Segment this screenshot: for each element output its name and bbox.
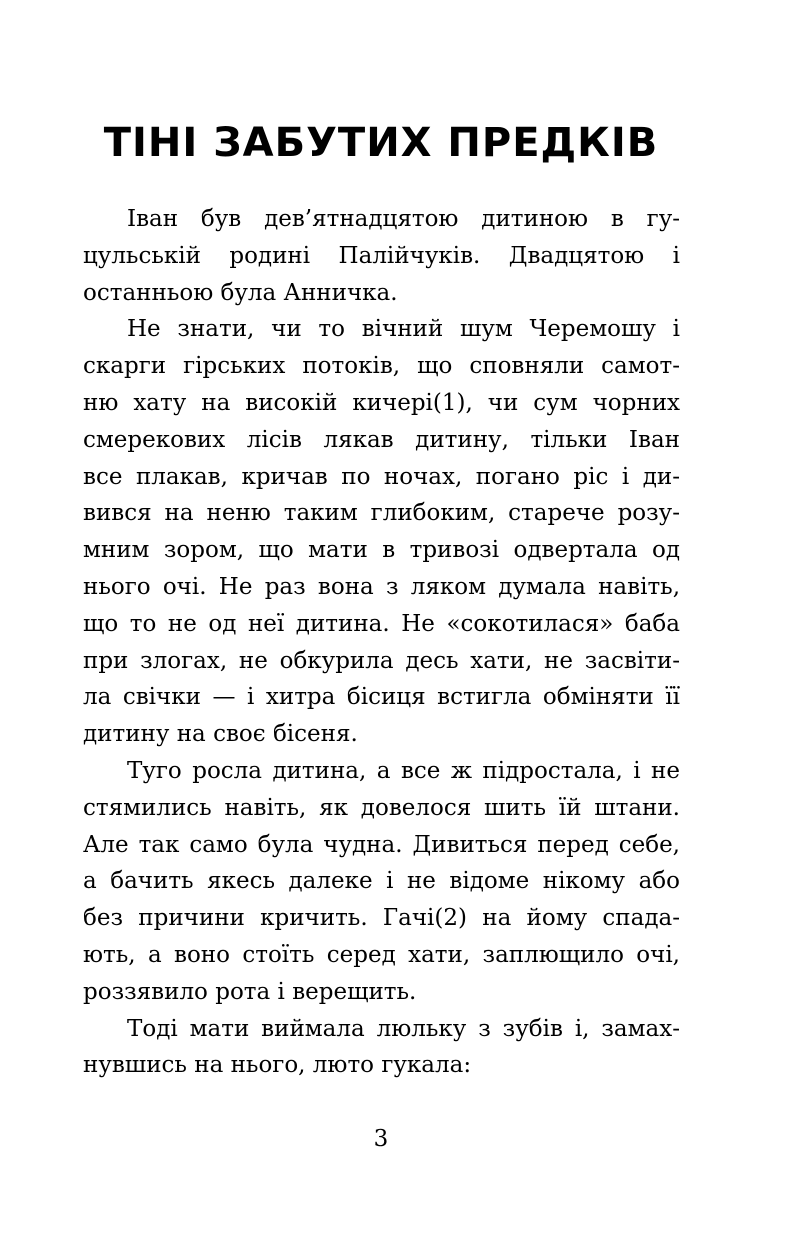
text-line: нувшись на нього, люто гукала: [83, 1052, 472, 1079]
text-line: дитину на своє бісеня. [83, 721, 358, 748]
text-line: Туго росла дитина, а все ж підростала, і не [127, 757, 680, 784]
text-line: стямились навіть, як довелося шить їй штани. [83, 794, 680, 821]
text-line: останньою була Анничка. [83, 279, 398, 306]
text-line: вився на неню таким глибоким, старече розу- [83, 500, 680, 527]
text-line: нього очі. Не раз вона з ляком думала навіть, [83, 573, 680, 600]
text-line: без причини кричить. Гачі(2) на йому спада- [83, 905, 680, 932]
text-line: ла свічки — і хитра бісиця встигла обміняти її [83, 684, 680, 711]
text-line: що то не од неї дитина. Не «сокотилася» баба [83, 610, 680, 637]
text-line: ню хату на високій кичері(1), чи сум чорних [83, 389, 680, 416]
text-line: Не знати, чи то вічний шум Черемошу і [127, 316, 680, 343]
paragraph-1 [83, 201, 680, 311]
text-line: Але так само була чудна. Дивиться перед себе, [83, 831, 680, 858]
text-line: роззявило рота і верещить. [83, 978, 417, 1005]
chapter-title: ТІНІ ЗАБУТИХ ПРЕДКІВ [103, 120, 659, 166]
paragraph-2 [83, 311, 680, 753]
text-line: смерекових лісів лякав дитину, тільки Іван [83, 426, 680, 453]
paragraph-4 [83, 1011, 680, 1085]
body-text [83, 201, 680, 1084]
paragraph-3 [83, 753, 680, 1011]
text-line: ють, а воно стоїть серед хати, заплющило очі, [83, 941, 680, 968]
text-line: цульській родині Палійчуків. Двадцятою і [83, 242, 680, 269]
text-line: все плакав, кричав по ночах, погано ріс і ди- [83, 463, 680, 490]
text-line: а бачить якесь далеке і не відоме нікому або [83, 868, 680, 895]
text-line: Іван був дев’ятнадцятою дитиною в гу- [127, 206, 680, 232]
text-line: мним зором, що мати в тривозі одвертала од [83, 537, 680, 564]
text-line: при злогах, не обкурила десь хати, не засвіти- [83, 647, 680, 674]
page-number: 3 [373, 1126, 389, 1152]
text-line: скарги гірських потоків, що сповняли самот- [83, 353, 680, 380]
text-line: Тоді мати виймала люльку з зубів і, замах- [127, 1015, 680, 1042]
